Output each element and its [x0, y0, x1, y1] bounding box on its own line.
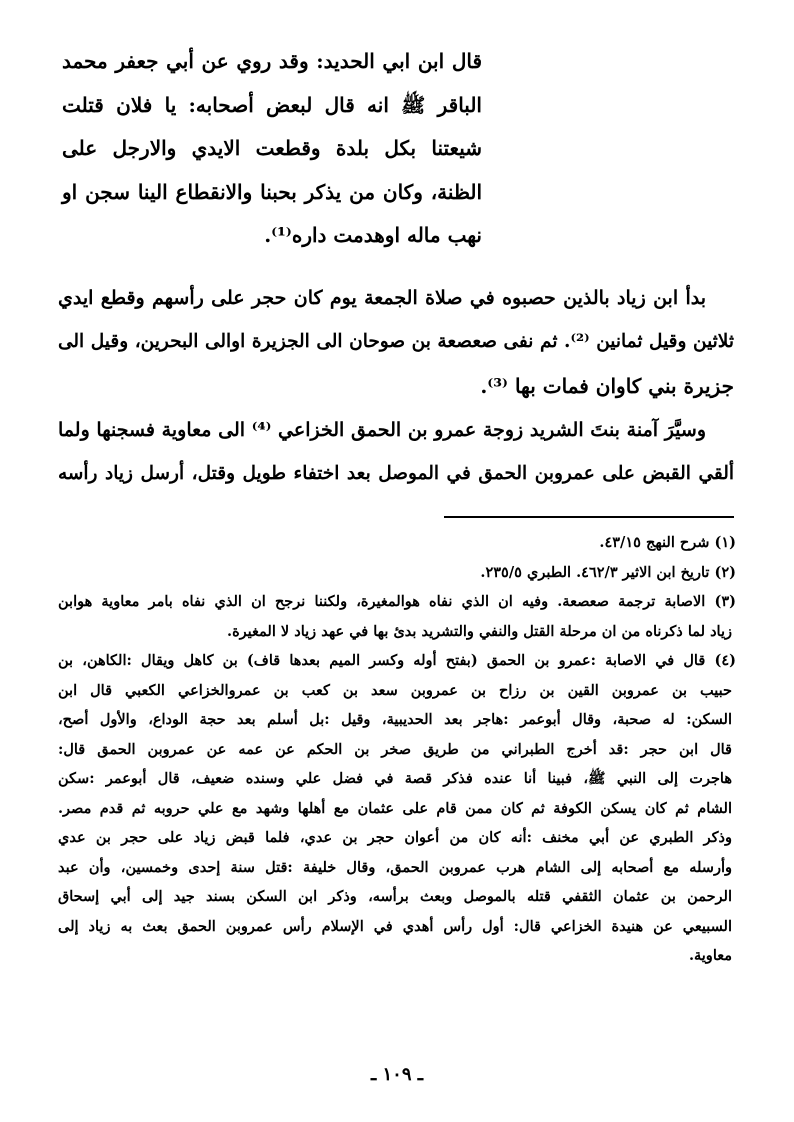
footnote-line: الشام ثم كان يسكن الكوفة ثم كان ممن قام على عثمان مع أهلها وشهد مع علي حروبه ثم قدم مصر. [58, 799, 732, 817]
quote-line: الظنة، وكان من يذكر بحبنا والانقطاع الينا سجن او [62, 179, 482, 204]
body-line: ألقي القبض على عمروبن الحمق في الموصل بعد اختفاء طويل وقتل، أرسل زياد رأسه [58, 463, 734, 484]
footnote-line: وذكر الطبري عن أبي مخنف :أنه كان من أعوان حجر بن عدي، فلما قبض زياد على حجر بن عدي [58, 829, 732, 846]
quote-line: شيعتنا بكل بلدة وقطعت الايدي والارجل على [62, 136, 482, 160]
page-number: ـ ١٠٩ ـ [370, 1064, 424, 1085]
footnote-line: الرحمن بن عثمان الثقفي قتله بالموصل وبعث برأسه، وذكر ابن السكن بسند جيد إلى أبي إسحاق [58, 888, 732, 905]
footnote-line: (١) شرح النهج ٤٣/١٥. [599, 534, 736, 551]
footnote-line: (٤) قال في الاصابة :عمرو بن الحمق (بفتح أوله وكسر الميم بعدها قاف) بن كاهل ويقال :الكاهن، بن [58, 652, 736, 669]
footnote-line: (٢) تاريخ ابن الاثير ٤٦٢/٣. الطبري ٢٣٥/٥. [480, 563, 736, 581]
body-text [58, 276, 734, 496]
footnote-line: معاوية. [688, 947, 732, 964]
quote-line: نهب ماله اوهدمت داره⁽¹⁾. [264, 223, 482, 247]
footnotes [58, 528, 736, 971]
body-line: جزيرة بني كاوان فمات بها ⁽³⁾. [480, 374, 734, 398]
body-line: ثلاثين وقيل ثمانين ⁽²⁾. ثم نفى صعصعة بن صوحان الى الجزيرة اوالى البحرين، وقيل الى [58, 331, 734, 352]
footnote-line: السبيعي عن هنيدة الخزاعي قال: أول رأس أهدي في الإسلام رأس عمروبن الحمق بعث به زياد إلى [58, 917, 732, 935]
body-line: بدأ ابن زياد بالذين حصبوه في صلاة الجمعة يوم كان حجر على رأسهم وقطع ايدي [58, 287, 706, 309]
quote-line: الباقر ﷺ انه قال لبعض أصحابه: يا فلان قتلت [62, 92, 482, 117]
footnote-line: زياد لما ذكرناه من ان مرحلة القتل والنفي والتشريد بدئ بها في عهد زياد لا المغيرة. [227, 622, 732, 640]
footnote-line: وأرسله مع أصحابه إلى الشام هرب عمروبن الحمق، وقال خليفة :قتل سنة إحدى وخمسين، وأن عبد [58, 858, 732, 876]
footnote-line: قال ابن حجر :قد أخرج الطبراني من طريق صخر بن الحكم عن عمه عن عمروبن الحمق قال: [58, 740, 732, 758]
footnote-line: حبيب بن عمروبن القين بن رزاح بن عمروبن سعد بن كعب بن عمروالخزاعي الكعبي قال ابن [58, 681, 732, 699]
quote-block [62, 40, 482, 258]
footnote-separator [444, 516, 734, 518]
body-line: وسيَّرَ آمنة بنتَ الشريد زوجة عمرو بن الحمق الخزاعي ⁽⁴⁾ الى معاوية فسجنها ولما [58, 419, 707, 441]
footnote-line: السكن: له صحبة، وقال أبوعمر :هاجر بعد الحديبية، وقيل :بل أسلم بعد حجة الوداع، والأول أصح، [58, 711, 732, 728]
footnote-line: هاجرت إلى النبي ﷺ، فبينا أنا عنده فذكر قصة في فضل علي وسنده ضعيف، قال أبوعمر :سكن [58, 770, 732, 787]
quote-line: قال ابن ابي الحديد: وقد روي عن أبي جعفر محمد [62, 49, 482, 73]
footnote-line: (٣) الاصابة ترجمة صعصعة. وفيه ان الذي نفاه هوالمغيرة، ولكننا نرجح ان الذي نفاه بامر معاوية هوابن [58, 593, 736, 610]
